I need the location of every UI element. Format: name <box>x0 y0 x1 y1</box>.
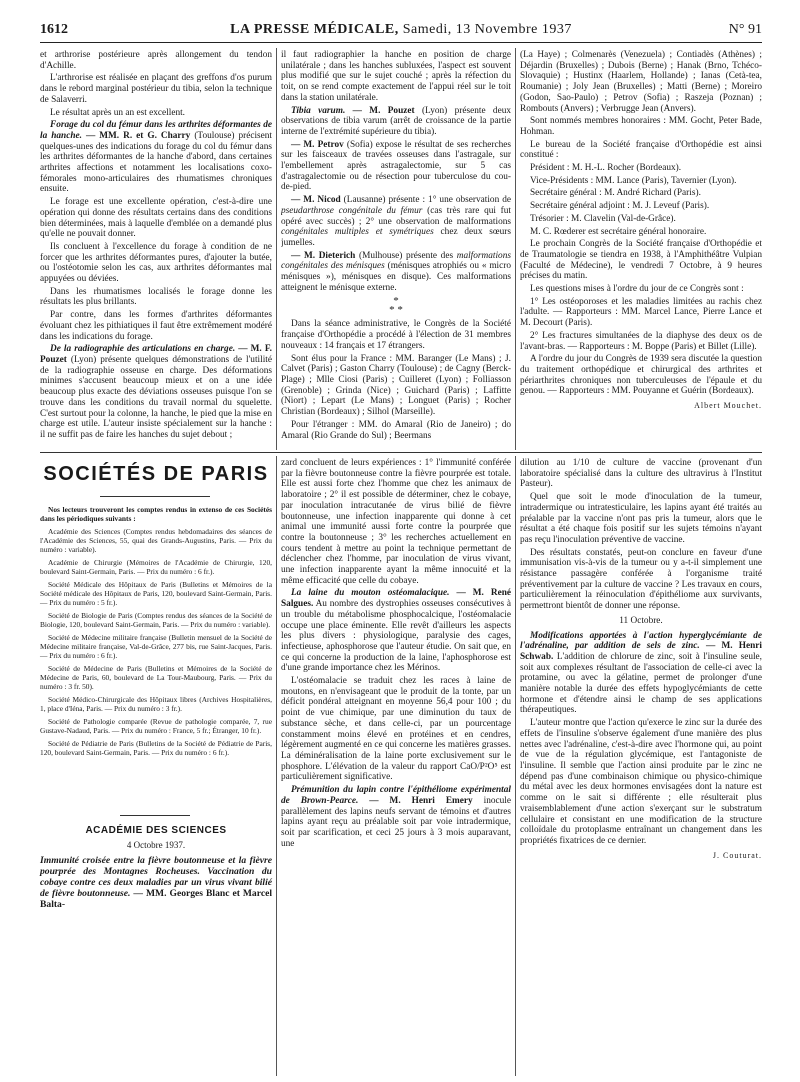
page-number: 1612 <box>40 22 68 37</box>
societes-list <box>40 505 272 761</box>
paragraph: Les questions mises à l'ordre du jour de ce Congrès sont : <box>530 284 744 295</box>
societe-entry: Société de Pédiatrie de Paris (Bulletins de la Société de Pédiatrie de Paris, 120, boulevard Saint-Germain, Paris. — Prix du numéro : 6 fr.). <box>40 739 272 757</box>
paragraph: zard concluent de leurs expériences : 1° l'immunité conférée par la fièvre boutonneuse contre la fièvre pourprée est totale. Elle est aussi forte chez l'homme que chez les animaux de laboratoire ; 2° il est possible de déterminer, chez le cobaye, par inoculation intracutanée de virus bilié de fièvre boutonneuse, une infection inapparente qui donne à cet animal une immunité aussi forte contre la pourprée que contre la boutonneuse ; 3° les recherches actuellement en cours tendent à mettre au point la technique permettant de déclencher chez l'homme, par inoculation de virus vivant, une infection inapparente ayant la même innocuité et la même efficacité que celle du cobaye. <box>281 458 511 586</box>
article-author: — M. Petrov <box>291 139 344 150</box>
paragraph: Par contre, dans les formes d'arthrites déformantes évoluant chez les pithiatiques il faut être extrêmement modéré dans les indications du forage. <box>40 310 272 342</box>
article-author: — M. Pouzet <box>352 105 415 116</box>
paragraph: Le bureau de la Société française d'Orthopédie est ainsi constitué : <box>520 139 762 161</box>
paragraph: L'arthrorise est réalisée en plaçant des greffons d'os purum dans le rebord marginal postérieur du tibia, selon la technique de Salaverri. <box>40 73 272 105</box>
column-divider <box>276 48 277 450</box>
short-rule <box>120 815 190 816</box>
article-laine <box>281 588 511 674</box>
article-forage <box>40 120 272 195</box>
signature: Albert Mouchet. <box>694 401 762 411</box>
societe-entry: Société Médico-Chirurgicale des Hôpitaux libres (Archives Hospitalières, 1, place d'Iéna, Paris. — Prix du numéro : 3 fr.). <box>40 695 272 713</box>
italic-term: malformations congénitales des ménisques <box>281 250 511 272</box>
article-author: — M. Nicod <box>291 195 341 206</box>
article-title: Prémunition du lapin contre l'épithéliome expérimental de Brown-Pearce. <box>281 785 511 806</box>
column-5 <box>281 458 511 1076</box>
paragraph: Quel que soit le mode d'inoculation de la tumeur, intradermique ou intratesticulaire, les lapins ayant été traités au préalable par la vaccine n'ont pas pris la tumeur, alors que le résultat a été chaque fois positif sur les sujets témoins n'ayant pas reçu l'inoculation préventive de vaccine. <box>520 492 762 545</box>
italic-term: congénitales multiples et symétriques <box>281 227 434 238</box>
paragraph: dilution au 1/10 de culture de vaccine (provenant d'un laboratoire spécialisé dans la culture des ultravirus à l'Institut Pasteur). <box>520 458 762 490</box>
societe-entry: Société de Biologie de Paris (Comptes rendus des séances de la Société de Biologie, 120, boulevard Saint-Germain, Paris. — Prix du numéro : variable). <box>40 611 272 629</box>
paragraph: Sont nommés membres honoraires : MM. Gocht, Peter Bade, Hohman. <box>520 116 762 137</box>
article-nicod <box>281 195 511 249</box>
paragraph: Le prochain Congrès de la Société française d'Orthopédie et de Traumatologie se tiendra en 1938, à l'Amphithéâtre Vulpian (Faculté de Médecine), le vendredi 7 Octobre, à 9 heures précises du matin. <box>520 239 762 282</box>
paragraph: et arthrorise postérieure après allongement du tendon d'Achille. <box>40 50 272 71</box>
article-title: Modifications apportées à l'action hyperglycémiante de l'adrénaline, par addition de sels de zinc. <box>520 630 762 652</box>
question-1: 1° Les ostéoporoses et les maladies limitées au rachis chez l'adulte. — Rapporteurs : MM. Marcel Lance, Pierre Lance et M. Decourt (Paris). <box>520 296 762 329</box>
article-title: La laine du mouton ostéomalacique. <box>291 588 450 599</box>
paragraph: Dans la séance administrative, le Congrès de la Société française d'Orthopédie a procédé à l'élection de 31 membres nouveaux : 14 français et 17 étrangers. <box>281 319 511 351</box>
title-rule <box>100 496 210 497</box>
paragraph: Sont élus pour la France : MM. Baranger (Le Mans) ; J. Calvet (Paris) ; Gaston Charry (Toulouse) ; de Cagny (Berck-Plage) ; Mlle Ciosi (Paris) ; Cuilleret (Lyon) ; Folliasson (Grenoble) ; Grinda (Nice) ; Guichard (Paris) ; Laffitte (Niort) ; Lepart (Le Mans) ; Longuet (Paris) ; Rocher Christian (Bordeaux) ; Silhol (Marseille). <box>281 353 511 418</box>
article-text: (Lyon) présente deux observations de tibia varum (arrêt de croissance de la partie interne de l'extrémité supérieure du tibia). <box>281 105 511 137</box>
bureau-honoraire: M. C. Rœderer est secrétaire général honoraire. <box>530 226 707 237</box>
paragraph: L'auteur montre que l'action qu'exerce le zinc sur la durée des effets de l'insuline s'observe également d'une manière des plus nettes avec l'adrénaline, c'est-à-dire avec l'hormone qui, au point de vue de la régulation glycémique, est l'antagoniste de l'insuline. Il semble que l'action ainsi produite par le zinc ne dépend pas d'une combinaison chimique ou physico-chimique du métal avec les deux hormones envisagées dont la nature est comme on le sait si différente ; elle résulterait plus vraisemblablement d'une action s'exerçant sur le substratum cellulaire et consistant en une modification de la structure colloïdale du protoplasme entraînant un changement dans les propriétés fixatrices de ce dernier. <box>520 718 762 846</box>
article-author: — M. Henri Emery <box>369 795 473 806</box>
paragraph: Le résultat après un an est excellent. <box>50 107 186 118</box>
article-author: — MM. R. et G. Charry <box>85 130 191 141</box>
session-date: 11 Octobre. <box>619 615 663 626</box>
article-petrov <box>281 140 511 194</box>
paragraph: Le forage est une excellente opération, c'est-à-dire une opération qui donne des résultats certains dans des conditions bien déterminées, mais à laquelle d'emblée on a demandé plus qu'elle ne pouvait donner. <box>40 197 272 240</box>
journal-name: LA PRESSE MÉDICALE, <box>230 22 399 37</box>
article-text: Au nombre des dystrophies osseuses consécutives à un trouble du métabolisme phosphocalcique, l'ostéomalacie occupe une place éminente. Elle revêt d'ailleurs les aspects les plus divers : physiologique, paralysie des cages, infectieuse, aphosphorose que l'auteur étudie. On sait que, en ce qui concerne la production de la laine, l'aphosphorose est d'une grande importance chez les Mérinos. <box>281 599 511 674</box>
page-header <box>40 20 762 43</box>
asterism: * * * <box>389 295 403 317</box>
societe-entry: Société de Médecine de Paris (Bulletins et Mémoires de la Société de Médecine de Paris, 60, boulevard de La Tour-Maubourg, Paris. — Prix du numéro : 3 fr. 50). <box>40 664 272 691</box>
article-author: — M. Dieterich <box>291 250 356 261</box>
bureau-tresorier: Trésorier : M. Clavelin (Val-de-Grâce). <box>530 213 676 224</box>
paragraph: il faut radiographier la hanche en position de charge unilatérale ; dans les hanches subluxées, l'aspect est souvent plus modifié que sur le sujet couché ; après la réfection du toit, on se rend compte exactement de l'appui réel sur le toit dans la station unilatérale. <box>281 50 511 103</box>
article-text: (Lausanne) présente : 1° une observation de <box>343 195 511 206</box>
column-2 <box>281 50 511 450</box>
article-text: chez deux sœurs jumelles. <box>281 227 511 248</box>
column-divider <box>515 48 516 450</box>
section-title: SOCIÉTÉS DE PARIS <box>43 463 269 485</box>
column-1 <box>40 50 272 450</box>
paragraph: (La Haye) ; Colmenarès (Venezuela) ; Contiadès (Athènes) ; Déjardin (Bruxelles) ; Dubois (Berne) ; Hanak (Brno, Tchéco-Slovaquie) ; Hustinx (Haarlem, Hollande) ; Ianas (Cetà-tea, Roumanie) ; Joly Jean (Bruxelles) ; Matti (Berne) ; Moreiro (Godon, Sao-Paulo) ; Petrov (Sofia) ; Raszeja (Poznan) ; Rombouts (Anvers) ; Verbrugge Jean (Anvers). <box>520 50 762 114</box>
article-author: — M. René Salgues. <box>281 588 511 610</box>
column-6 <box>520 458 762 1076</box>
article-text: (cas très rare qui fut opéré avec succès) ; 2° une observation de malformations <box>281 205 511 227</box>
paragraph: L'ostéomalacie se traduit chez les races à laine de moutons, en n'envisageant que le produit de la tonte, par un déficit pondéral atteignant en moyenne 56,4 pour 100 ; du point de vue chimique, par une diminution du taux de substance sèche, et dans celle-ci, par un pourcentage constamment moins élevé en protéines et en cendres, légèrement augmenté en ce qui concerne les matières grasses. La déminéralisation de la laine porte exclusivement sur le phosphore. L'élévation de la valeur du rapport CaO/P²O⁵ est particulièrement significative. <box>281 676 511 783</box>
article-text: L'addition de chlorure de zinc, soit à l'insuline seule, soit aux complexes résultant de l'association de celle-ci avec la protamine, ou avec la gélatine, permet de prolonger d'une manière notable la durée des effets hypoglycémiants de cette hormone et d'étendre ainsi le champ de ses applications thérapeutiques. <box>520 651 762 716</box>
article-immunite <box>40 855 272 910</box>
article-author: — M. Henri Schwab. <box>520 641 762 662</box>
academie-date: 4 Octobre 1937. <box>126 840 186 850</box>
article-author: — M. F. Pouzet <box>40 344 272 365</box>
article-text: (ménisques atrophiés ou « micro ménisques »), ménisques en disque). Ces malformations atteignent le ménisque externe. <box>281 261 511 293</box>
issue-date: Samedi, 13 Novembre 1937 <box>402 22 572 37</box>
article-text: inocule parallèlement des lapins neufs servant de témoins et d'autres lapins ayant reçu au préalable soit par voie intradermique, soit par scarification, et ceci 25 jours à 3 mois auparavant, une <box>281 795 511 849</box>
article-author: — MM. Georges Blanc et Marcel Balta- <box>40 888 272 910</box>
bureau-president: Président : M. H.-L. Rocher (Bordeaux). <box>530 163 682 174</box>
article-title: Immunité croisée entre la fièvre boutonneuse et la fièvre pourprée des Montagnes Rocheuses. Vaccination du cobaye contre ces deux maladies par un virus vivant bilié de fièvre boutonneuse. <box>40 855 272 899</box>
bureau-vice-presidents: Vice-Présidents : MM. Lance (Paris), Tavernier (Lyon). <box>530 175 737 186</box>
societe-entry: Académie de Chirurgie (Mémoires de l'Académie de Chirurgie, 120, boulevard Saint-Germain, Paris. — Prix du numéro : 6 fr.). <box>40 558 272 576</box>
societe-entry: Académie des Sciences (Comptes rendus hebdomadaires des séances de l'Académie des Sciences, 55, quai des Grands-Augustins, Paris. — Prix du numéro : variable). <box>40 527 272 554</box>
article-title: Forage du col du fémur dans les arthrites déformantes de la hanche. <box>40 120 272 141</box>
section-separator <box>281 297 511 315</box>
article-text: (Sofia) expose le résultat de ses recherches sur les faisceaux de travées osseuses dans l'astragale, sur l'embellement après astragalectomie, sur 5 cas d'astragalectomie ou de résection pour tuberculose du cou-de-pied. <box>281 139 511 193</box>
section-divider <box>40 452 762 453</box>
paragraph: A l'ordre du jour du Congrès de 1939 sera discutée la question du traitement orthopédique et chirurgical des arthrites et périarthrites chroniques non tuberculeuses de l'épaule et du genou. — Rapporteurs : MM. Pouyanne et Guérin (Bordeaux). <box>520 354 762 397</box>
paragraph: Ils concluent à l'excellence du forage à condition de ne forcer que les arthrites déformantes pures, d'ajouter la butée, ou l'ostéotomie selon les cas, aux arthrites déformantes mal appuyées ou déviées. <box>40 241 272 285</box>
article-title: De la radiographie des articulations en charge. <box>50 344 236 355</box>
paragraph: Des résultats constatés, peut-on conclure en faveur d'une immunisation vis-à-vis de la tumeur ou y a-t-il simplement une résistance passagère conférée à l'organisme traité préventivement par la culture de vaccine ? Les travaux en cours, particulièrement la réinoculation d'épithéliome aux survivants, permettront bientôt de donner une réponse. <box>520 547 762 612</box>
column-3 <box>520 50 762 450</box>
paragraph: Pour l'étranger : MM. do Amaral (Rio de Janeiro) ; do Amaral (Rio Grande do Sul) ; Beermans <box>281 419 511 441</box>
article-tibia <box>281 106 511 138</box>
paragraph: Dans les rhumatismes localisés le forage donne les résultats les plus brillants. <box>40 286 272 308</box>
issue-number: N° 91 <box>728 22 762 37</box>
societe-entry: Société Médicale des Hôpitaux de Paris (Bulletins et Mémoires de la Société médicale des Hôpitaux de Paris, 120, boulevard Saint-Germain, Paris. — Prix du numéro : 5 fr.). <box>40 580 272 607</box>
article-radiographie <box>40 344 272 440</box>
article-text: (Lyon) présente quelques démonstrations de l'utilité de la radiographie osseuse en charge. Des déformations minimes s'accusent beaucoup mieux et on a une idée beaucoup plus exacte des déviations osseuses puisque l'on se trouve dans les conditions du travail normal du squelette. C'est surtout pour la colonne, la hanche, le pied que la mise en charge est utile. L'auteur insiste spécialement sur la hanche : il ne suffit pas de faire les hanches du sujet debout ; <box>40 354 272 440</box>
article-text: (Toulouse) précisent quelques-unes des indications du forage du col du fémur dans les arthrites déformantes de la hanche d'abord, dans certaines arthrites affections et notamment les localisations coxo-fémorales mono-articulaires des rhumatismes chroniques ensuite. <box>40 130 272 195</box>
italic-term: pseudarthrose congénitale du fémur <box>281 205 423 216</box>
societes-intro: Nos lecteurs trouveront les comptes rendus in extenso de ces Sociétés dans les périodiques suivants : <box>40 505 272 523</box>
bureau-secretaire-adjoint: Secrétaire général adjoint : M. J. Leveuf (Paris). <box>530 201 710 212</box>
societe-entry: Société de Médecine militaire française (Bulletin mensuel de la Société de Médecine militaire française, Val-de-Grâce, 277 bis, rue Saint-Jacques, Paris. — Prix du numéro : 6 fr.). <box>40 633 272 660</box>
article-text: (Mulhouse) présente des <box>359 250 454 261</box>
bureau-secretaire-general: Secrétaire général : M. André Richard (Paris). <box>530 188 701 199</box>
article-premunition <box>281 785 511 849</box>
column-divider <box>276 456 277 1076</box>
article-dieterich <box>281 251 511 294</box>
article-title: Tibia varum. <box>291 105 346 116</box>
signature: J. Couturat. <box>712 850 762 860</box>
article-modifications <box>520 631 762 717</box>
column-divider <box>515 456 516 1076</box>
question-2: 2° Les fractures simultanées de la diaphyse des deux os de l'avant-bras. — Rapporteurs : M. Boppe (Paris) et Billet (Lille). <box>520 330 762 352</box>
journal-title <box>40 22 762 38</box>
societe-entry: Société de Pathologie comparée (Revue de pathologie comparée, 7, rue Gustave-Nadaud, Paris. — Prix du numéro : France, 5 fr.; Étranger, 10 fr.). <box>40 717 272 735</box>
academie-title: ACADÉMIE DES SCIENCES <box>85 825 227 836</box>
